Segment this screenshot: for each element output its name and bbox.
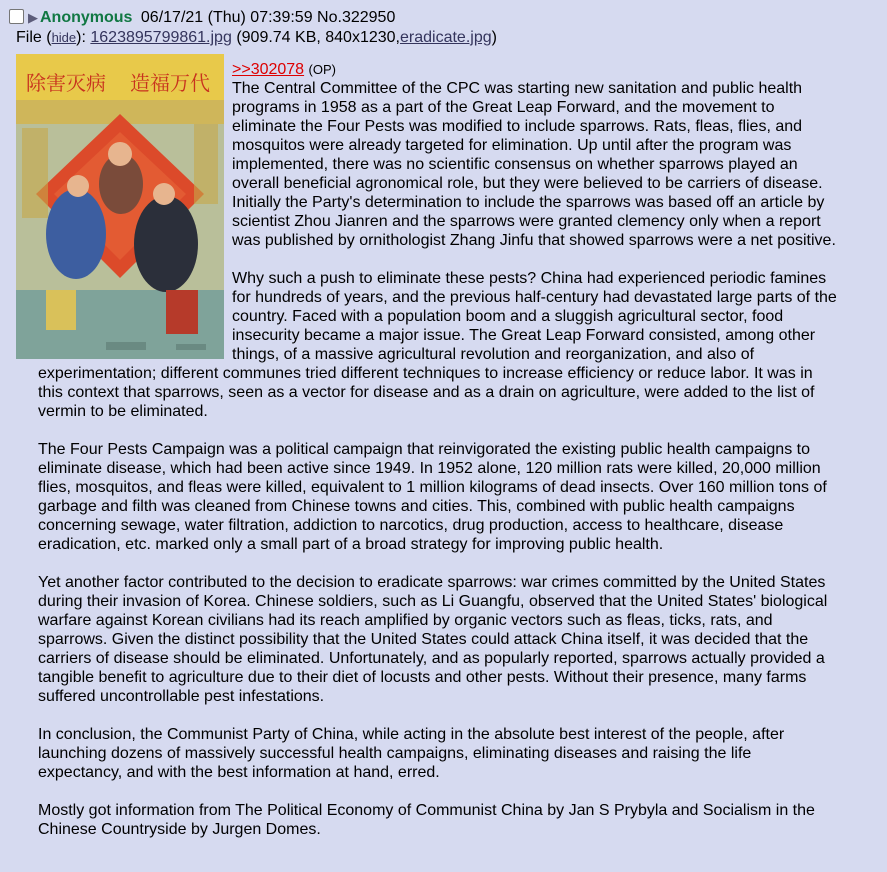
message-paragraph: The Four Pests Campaign was a political campaign that reinvigorated the existing public health campaigns to eliminate disease, which had been active since 1949. In 1952 alone, 120 million rats were killed, 20,000 million flies, mosquitos, and fleas were killed, equivalent to 1 million kilograms of dead insects. Over 160 million tons of garbage and filth was cleaned from Chinese towns and cities. This, combined with public health campaigns concerning sewage, water filtration, addiction to narcotics, drug production, access to healthcare, disease eradication, etc. marked only a small part of a broad strategy for improving public health. bbox=[38, 441, 827, 553]
message-paragraph: Yet another factor contributed to the decision to eradicate sparrows: war crimes committed by the United States during their invasion of Korea. Chinese soldiers, such as Li Guangfu, observed that the United States' biological warfare against Korean civilians had its reach amplified by organic vectors such as fleas, ticks, rats, and sparrows. Given the distinct possibility that the United States could attack China itself, it was decided that the carriers of disease should be eliminated. Unfortunately, and as popularly reported, sparrows actually provided a tangible benefit to agriculture due to their diet of locusts and other pests. Without their presence, many farms suffered uncontrollable pest infestations. bbox=[38, 574, 828, 705]
quote-link[interactable]: >>302078 bbox=[232, 61, 305, 78]
thumb-caption-right: 造福万代 bbox=[130, 71, 210, 95]
message-paragraph: The Central Committee of the CPC was starting new sanitation and public health programs in 1958 as a part of the Great Leap Forward, and the movement to eliminate the Four Pests was modified to include sparrows. Rats, fleas, flies, and mosquitos were already targeted for elimination. Up until after the program was implemented, there was no scientific consensus on whether sparrows played an overall beneficial agronomical role, but they were believed to be carriers of disease. Initially the Party's determination to include the sparrows was based off an article by scientist Zhou Jianren and the sparrows were granted clemency only when a report was published by ornithologist Zhang Jinfu that showed sparrows were a net positive. bbox=[232, 80, 836, 249]
menu-arrow-icon[interactable]: ▶ bbox=[28, 10, 38, 25]
op-tag: (OP) bbox=[308, 62, 336, 77]
post-message bbox=[38, 60, 838, 858]
post-number[interactable]: No.322950 bbox=[317, 9, 396, 26]
image-float-spacer bbox=[16, 60, 232, 360]
file-info: File (hide): 1623895799861.jpg (909.74 KB, 840x1230,eradicate.jpg) bbox=[16, 29, 497, 46]
message-paragraph: Why such a push to eliminate these pests? China had experienced periodic famines for hundreds of years, and the previous half-century had devastated large parts of the country. Faced with a population boom and a sluggish agricultural sector, food insecurity became a major issue. The Great Leap Forward consisted, among other things, of a massive agricultural revolution and reorganization, and also of experimentation; different communes tried different techniques to increase efficiency or reduce labor. It was in this context that sparrows, seen as a vector for disease and as a drain on agriculture, were added to the list of vermin to be eliminated. bbox=[38, 270, 837, 420]
file-meta: (909.74 KB, 840x1230, bbox=[236, 29, 400, 46]
hide-link[interactable]: hide bbox=[51, 30, 77, 45]
thumb-caption-left: 除害灭病 bbox=[26, 71, 106, 95]
post-info bbox=[9, 8, 395, 28]
message-paragraph: In conclusion, the Communist Party of China, while acting in the absolute best interest of the people, after launching dozens of massively successful health campaigns, eliminating diseases and raising the life expectancy, and with the best information at hand, erred. bbox=[38, 726, 785, 781]
poster-name: Anonymous bbox=[40, 9, 133, 26]
post-select-checkbox[interactable] bbox=[9, 9, 24, 24]
file-link[interactable]: 1623895799861.jpg bbox=[90, 29, 232, 46]
message-paragraph: Mostly got information from The Political Economy of Communist China by Jan S Prybyla and Socialism in the Chinese Countryside by Jurgen Domes. bbox=[38, 802, 815, 838]
file-label: File bbox=[16, 29, 42, 46]
post-date: 06/17/21 (Thu) 07:39:59 bbox=[140, 9, 313, 26]
hide-wrapper: (hide): bbox=[46, 29, 86, 46]
original-file-link[interactable]: eradicate.jpg bbox=[400, 29, 492, 46]
